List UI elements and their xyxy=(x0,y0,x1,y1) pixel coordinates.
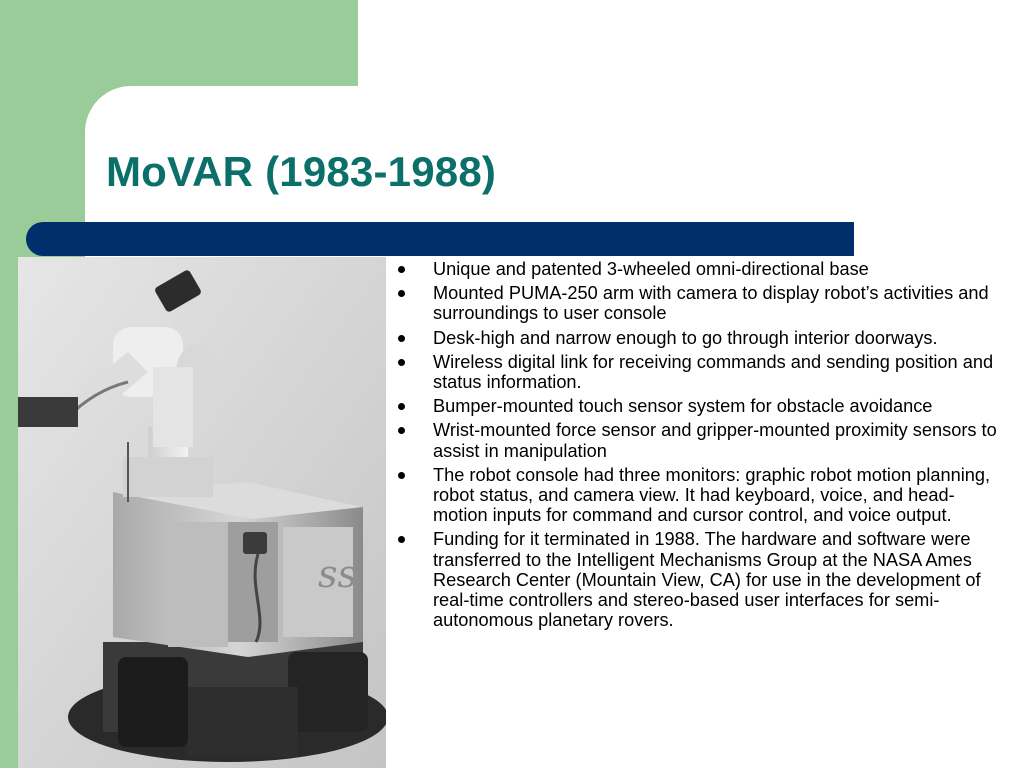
bullet-text: Mounted PUMA-250 arm with camera to display robot’s activities and surroundings to user console xyxy=(433,283,989,324)
bullet-list xyxy=(396,259,1006,634)
bullet-item xyxy=(396,352,1006,392)
bullet-item xyxy=(396,420,1006,460)
bullet-text: Desk-high and narrow enough to go through interior doorways. xyxy=(433,327,938,348)
bullet-item xyxy=(396,396,1006,416)
bullet-dot-icon xyxy=(398,427,405,434)
bullet-dot-icon xyxy=(398,536,405,543)
bullet-text: The robot console had three monitors: graphic robot motion planning, robot status, and camera view. It had keyboard, voice, and head-motion inputs for command and cursor control, and voice output. xyxy=(433,464,991,526)
bullet-text: Bumper-mounted touch sensor system for obstacle avoidance xyxy=(433,396,933,417)
bullet-item xyxy=(396,283,1006,323)
robot-decal: ss xyxy=(318,552,358,596)
bullet-text: Wireless digital link for receiving commands and sending position and status information. xyxy=(433,351,994,393)
bullet-dot-icon xyxy=(398,403,405,410)
bullet-dot-icon xyxy=(398,359,405,366)
bullet-item xyxy=(396,465,1006,526)
bullet-dot-icon xyxy=(398,290,405,297)
bullet-item xyxy=(396,259,1006,279)
bullet-dot-icon xyxy=(398,266,405,273)
bullet-item xyxy=(396,529,1006,630)
title-underline-bar xyxy=(26,222,854,256)
slide-title: MoVAR (1983-1988) xyxy=(106,148,497,195)
robot-photo xyxy=(18,257,386,768)
bullet-dot-icon xyxy=(398,335,405,342)
bullet-text: Unique and patented 3-wheeled omni-directional base xyxy=(433,259,869,279)
bullet-item xyxy=(396,328,1006,348)
bullet-text: Funding for it terminated in 1988. The hardware and software were transferred to the Intelligent Mechanisms Group at the NASA Ames Research Center (Mountain View, CA) for use in the development of real-time controllers and stereo-based user interfaces for semi-autonomous planetary rovers. xyxy=(433,529,981,631)
bullet-dot-icon xyxy=(398,472,405,479)
bullet-text: Wrist-mounted force sensor and gripper-mounted proximity sensors to assist in manipulation xyxy=(433,420,997,461)
